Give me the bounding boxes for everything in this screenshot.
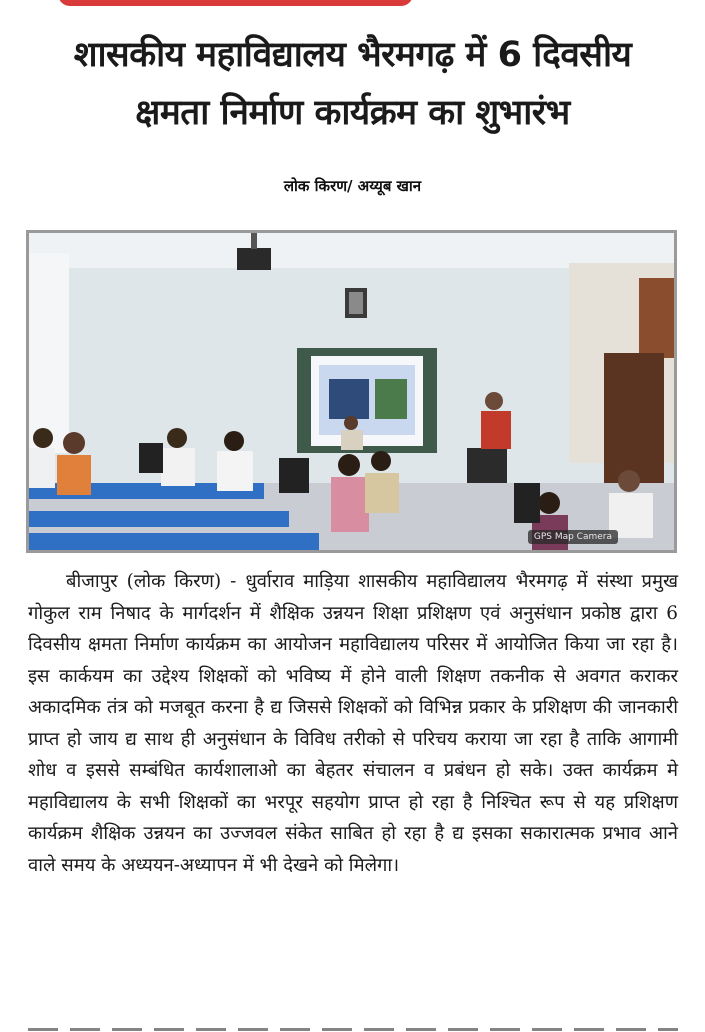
article-body: बीजापुर (लोक किरण) - धुर्वाराव माड़िया शासकीय महाविद्यालय भैरमगढ़ में संस्था प्रमुख गोकुल राम निषाद के मार्गदर्शन में शैक्षिक उन्नयन शिक्षा प्रशिक्षण एवं अनुसंधान प्रकोष्ठ द्वारा 6 दिवसीय क्षमता निर्माण कार्यक्रम का आयोजन महाविद्यालय परिसर में आयोजित किया जा रहा है। इस कार्कयम का उद्देश्य शिक्षकों को भविष्य में होने वाली शिक्षण तकनीक से अवगत कराकर अकादमिक तंत्र को मजबूत करना है द्य जिससे शिक्षकों को विभिन्न प्रकार के प्रशिक्षण की जानकारी प्राप्त हो जाय द्य साथ ही अनुसंधान के विविध तरीको से परिचय कराया जा रहा है ताकि आगामी शोध व इससे सम्बंधित कार्यशालाओ का बेहतर संचालन व प्रबंधन हो सके। उक्त कार्यक्रम मे महाविद्यालय के सभी शिक्षकों का भरपूर सहयोग प्राप्त हो रहा है निश्चित रूप से यह प्रशिक्षण कार्यक्रम शैक्षिक उन्नयन का उज्जवल संकेत साबित हो रहा है द्य इसका सकारात्मक प्रभाव आने वाले समय के अध्ययन-अध्यापन में भी देखने को मिलेगा। (28, 571, 678, 876)
headline-line-2: क्षमता निर्माण कार्यक्रम का शुभारंभ (135, 93, 570, 133)
byline: लोक किरण/ अय्यूब खान (283, 177, 422, 195)
masthead-strip (30, 0, 675, 8)
news-photo (26, 230, 677, 553)
headline (10, 26, 695, 142)
next-line-cutoff (28, 1022, 678, 1032)
masthead-red-bar (58, 0, 413, 6)
photo-watermark: GPS Map Camera (528, 530, 618, 544)
headline-line-1: शासकीय महाविद्यालय भैरमगढ़ में 6 दिवसीय (73, 35, 632, 75)
